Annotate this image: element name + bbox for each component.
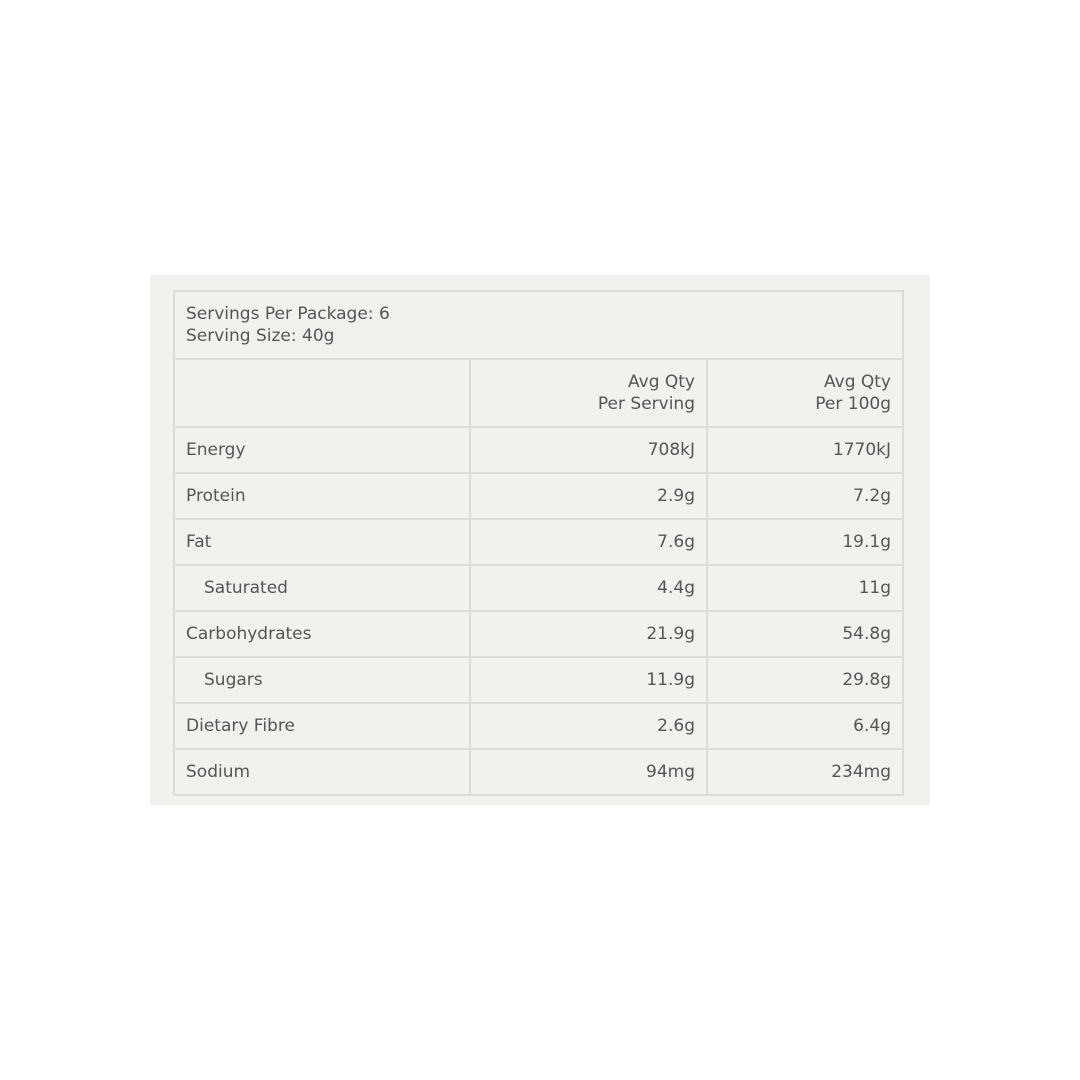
per-100g-value: 54.8g bbox=[707, 611, 903, 657]
servings-per-package: Servings Per Package: 6 bbox=[186, 304, 390, 324]
nutrient-name: Carbohydrates bbox=[174, 611, 470, 657]
table-row bbox=[174, 473, 903, 519]
serving-info-cell bbox=[174, 291, 903, 359]
per-100g-value: 234mg bbox=[707, 749, 903, 795]
serving-info-row bbox=[174, 291, 903, 359]
header-per-100g-line1: Avg Qty bbox=[824, 372, 891, 392]
nutrition-panel bbox=[150, 275, 930, 805]
table-row bbox=[174, 749, 903, 795]
header-per-100g-line2: Per 100g bbox=[815, 394, 891, 414]
nutrient-name: Sugars bbox=[174, 657, 470, 703]
header-empty-cell bbox=[174, 359, 470, 427]
per-serving-value: 94mg bbox=[470, 749, 707, 795]
table-row bbox=[174, 565, 903, 611]
per-100g-value: 19.1g bbox=[707, 519, 903, 565]
per-100g-value: 1770kJ bbox=[707, 427, 903, 473]
per-serving-value: 2.6g bbox=[470, 703, 707, 749]
per-serving-value: 21.9g bbox=[470, 611, 707, 657]
per-serving-value: 2.9g bbox=[470, 473, 707, 519]
per-serving-value: 4.4g bbox=[470, 565, 707, 611]
per-serving-value: 11.9g bbox=[470, 657, 707, 703]
nutrition-table bbox=[173, 290, 904, 796]
serving-size: Serving Size: 40g bbox=[186, 326, 335, 346]
table-row bbox=[174, 657, 903, 703]
table-row bbox=[174, 611, 903, 657]
nutrient-name: Fat bbox=[174, 519, 470, 565]
per-100g-value: 7.2g bbox=[707, 473, 903, 519]
table-row bbox=[174, 519, 903, 565]
header-per-serving bbox=[470, 359, 707, 427]
nutrient-name: Dietary Fibre bbox=[174, 703, 470, 749]
header-per-100g bbox=[707, 359, 903, 427]
per-serving-value: 7.6g bbox=[470, 519, 707, 565]
table-row bbox=[174, 427, 903, 473]
per-100g-value: 29.8g bbox=[707, 657, 903, 703]
header-per-serving-line1: Avg Qty bbox=[628, 372, 695, 392]
nutrient-name: Sodium bbox=[174, 749, 470, 795]
per-100g-value: 6.4g bbox=[707, 703, 903, 749]
nutrient-name: Saturated bbox=[174, 565, 470, 611]
nutrient-name: Energy bbox=[174, 427, 470, 473]
table-row bbox=[174, 703, 903, 749]
header-per-serving-line2: Per Serving bbox=[597, 394, 695, 414]
column-header-row bbox=[174, 359, 903, 427]
per-100g-value: 11g bbox=[707, 565, 903, 611]
per-serving-value: 708kJ bbox=[470, 427, 707, 473]
nutrient-name: Protein bbox=[174, 473, 470, 519]
